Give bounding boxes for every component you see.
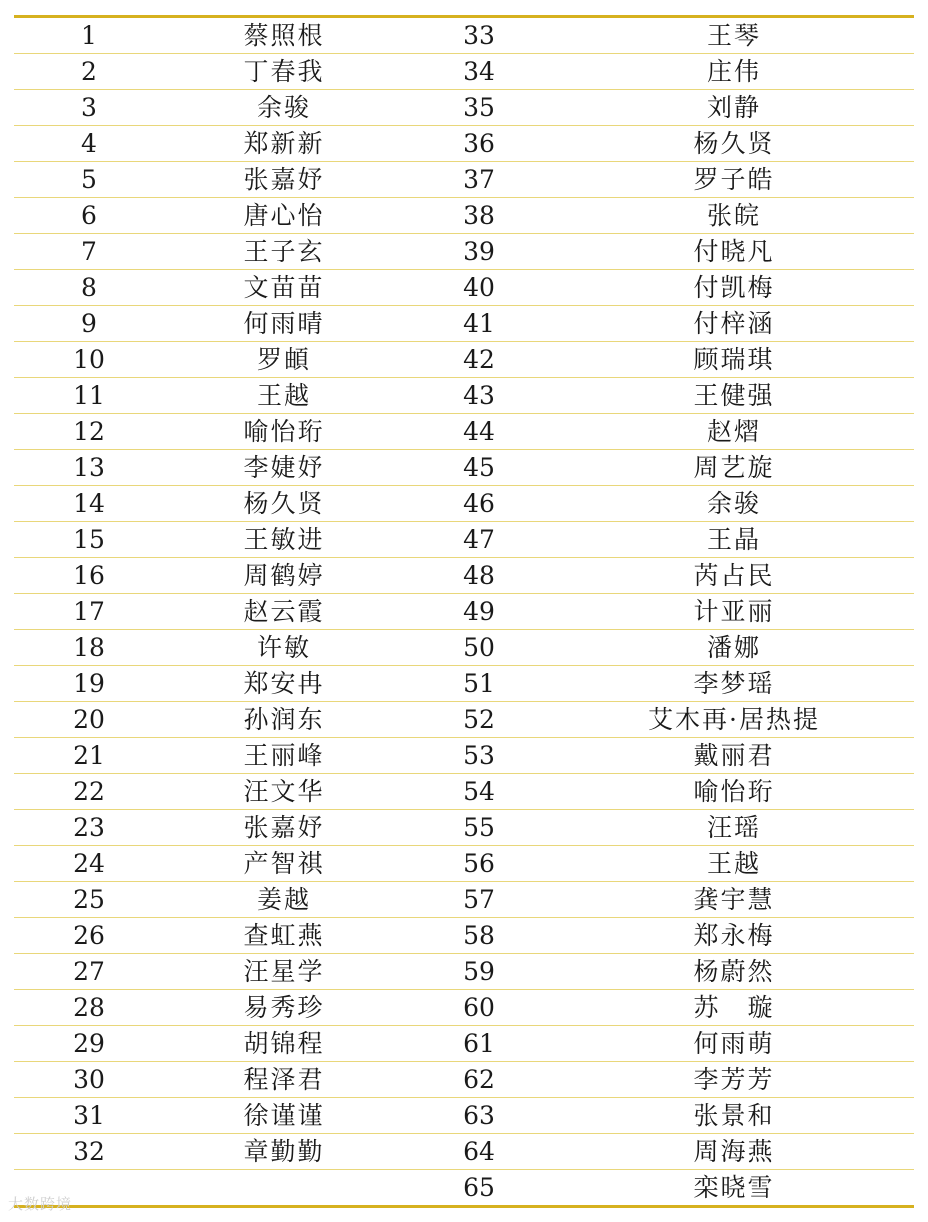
row-number-left: 6 <box>14 198 164 234</box>
row-number-left: 31 <box>14 1098 164 1134</box>
name-right: 刘静 <box>554 90 914 126</box>
row-number-right: 61 <box>404 1026 554 1062</box>
name-right: 付凯梅 <box>554 270 914 306</box>
table-row <box>14 414 914 450</box>
row-number-left: 22 <box>14 774 164 810</box>
row-number-left: 19 <box>14 666 164 702</box>
row-number-right: 37 <box>404 162 554 198</box>
row-number-left: 11 <box>14 378 164 414</box>
name-right: 潘娜 <box>554 630 914 666</box>
name-left: 喻怡珩 <box>164 414 404 450</box>
table-row <box>14 594 914 630</box>
row-number-left: 13 <box>14 450 164 486</box>
name-right: 喻怡珩 <box>554 774 914 810</box>
table-row <box>14 342 914 378</box>
row-number-right: 58 <box>404 918 554 954</box>
name-right: 赵熠 <box>554 414 914 450</box>
row-number-right: 44 <box>404 414 554 450</box>
table-row <box>14 558 914 594</box>
name-left: 郑安冉 <box>164 666 404 702</box>
roster-sheet <box>14 15 914 1208</box>
name-left: 产智祺 <box>164 846 404 882</box>
name-left: 王越 <box>164 378 404 414</box>
name-left: 程泽君 <box>164 1062 404 1098</box>
name-left: 杨久贤 <box>164 486 404 522</box>
name-left: 姜越 <box>164 882 404 918</box>
name-right: 张景和 <box>554 1098 914 1134</box>
name-left: 周鹤婷 <box>164 558 404 594</box>
row-number-right: 63 <box>404 1098 554 1134</box>
row-number-right: 47 <box>404 522 554 558</box>
row-number-right: 35 <box>404 90 554 126</box>
name-left <box>164 1170 404 1206</box>
roster-table-body <box>14 18 914 1205</box>
table-row <box>14 54 914 90</box>
row-number-right: 34 <box>404 54 554 90</box>
table-row <box>14 450 914 486</box>
name-right: 王健强 <box>554 378 914 414</box>
name-left: 章勤勤 <box>164 1134 404 1170</box>
row-number-left: 16 <box>14 558 164 594</box>
table-row <box>14 1062 914 1098</box>
table-row <box>14 846 914 882</box>
row-number-right: 33 <box>404 18 554 54</box>
name-right: 王越 <box>554 846 914 882</box>
row-number-left: 28 <box>14 990 164 1026</box>
name-left: 郑新新 <box>164 126 404 162</box>
row-number-right: 45 <box>404 450 554 486</box>
table-row <box>14 1170 914 1206</box>
name-right: 余骏 <box>554 486 914 522</box>
row-number-left: 14 <box>14 486 164 522</box>
row-number-left: 23 <box>14 810 164 846</box>
name-left: 孙润东 <box>164 702 404 738</box>
row-number-right: 40 <box>404 270 554 306</box>
row-number-right: 48 <box>404 558 554 594</box>
name-right: 张皖 <box>554 198 914 234</box>
row-number-right: 39 <box>404 234 554 270</box>
name-left: 王敏进 <box>164 522 404 558</box>
name-left: 胡锦程 <box>164 1026 404 1062</box>
name-left: 汪星学 <box>164 954 404 990</box>
row-number-right: 65 <box>463 1173 495 1202</box>
name-left: 赵云霞 <box>164 594 404 630</box>
table-row <box>14 666 914 702</box>
row-number-right: 59 <box>404 954 554 990</box>
name-left: 查虹燕 <box>164 918 404 954</box>
name-left: 徐谨谨 <box>164 1098 404 1134</box>
table-row <box>14 774 914 810</box>
table-row <box>14 522 914 558</box>
name-right: 周艺旋 <box>554 450 914 486</box>
table-row <box>14 126 914 162</box>
row-number-right: 62 <box>404 1062 554 1098</box>
table-row <box>14 918 914 954</box>
table-row <box>14 198 914 234</box>
row-number-right: 41 <box>404 306 554 342</box>
name-right: 汪瑶 <box>554 810 914 846</box>
name-left: 蔡照根 <box>164 18 404 54</box>
row-number-left: 18 <box>14 630 164 666</box>
row-number-right: 51 <box>404 666 554 702</box>
row-number-left: 7 <box>14 234 164 270</box>
row-number-right: 42 <box>404 342 554 378</box>
name-right: 李芳芳 <box>554 1062 914 1098</box>
table-row <box>14 882 914 918</box>
row-number-right: 57 <box>404 882 554 918</box>
name-left: 王丽峰 <box>164 738 404 774</box>
name-right: 李梦瑶 <box>554 666 914 702</box>
row-number-left: 17 <box>14 594 164 630</box>
row-number-left: 27 <box>14 954 164 990</box>
name-right: 庄伟 <box>554 54 914 90</box>
name-right: 郑永梅 <box>554 918 914 954</box>
name-right: 苏 璇 <box>554 990 914 1026</box>
table-row <box>14 738 914 774</box>
roster-table <box>14 18 914 1205</box>
row-number-right: 60 <box>404 990 554 1026</box>
row-number-right: 50 <box>404 630 554 666</box>
name-left: 李婕妤 <box>164 450 404 486</box>
name-left: 文苗苗 <box>164 270 404 306</box>
table-row <box>14 1026 914 1062</box>
name-right: 王晶 <box>554 522 914 558</box>
row-number-right: 43 <box>404 378 554 414</box>
name-left: 丁春我 <box>164 54 404 90</box>
row-number-left: 32 <box>14 1134 164 1170</box>
row-number-left: 3 <box>14 90 164 126</box>
row-number-right: 36 <box>404 126 554 162</box>
table-row <box>14 486 914 522</box>
row-number-left: 24 <box>14 846 164 882</box>
name-left: 张嘉妤 <box>164 810 404 846</box>
row-number-left: 5 <box>14 162 164 198</box>
name-left: 罗頔 <box>164 342 404 378</box>
name-left: 汪文华 <box>164 774 404 810</box>
name-right: 付梓涵 <box>554 306 914 342</box>
table-row <box>14 1134 914 1170</box>
name-left: 许敏 <box>164 630 404 666</box>
name-right: 龚宇慧 <box>554 882 914 918</box>
watermark-logo <box>8 1193 72 1214</box>
row-number-left: 15 <box>14 522 164 558</box>
row-number-left: 12 <box>14 414 164 450</box>
row-number-left: 30 <box>14 1062 164 1098</box>
row-number-left: 29 <box>14 1026 164 1062</box>
row-number-left: 20 <box>14 702 164 738</box>
row-number-right: 38 <box>404 198 554 234</box>
name-left: 何雨晴 <box>164 306 404 342</box>
row-number-left: 10 <box>14 342 164 378</box>
table-row <box>14 234 914 270</box>
name-left: 唐心怡 <box>164 198 404 234</box>
table-row <box>14 1098 914 1134</box>
table-row <box>14 162 914 198</box>
name-right: 付晓凡 <box>554 234 914 270</box>
row-number-right: 55 <box>404 810 554 846</box>
name-left: 余骏 <box>164 90 404 126</box>
row-number-left: 21 <box>14 738 164 774</box>
row-number-right: 64 <box>404 1134 554 1170</box>
name-right: 顾瑞琪 <box>554 342 914 378</box>
name-left: 王子玄 <box>164 234 404 270</box>
table-row <box>14 990 914 1026</box>
row-number-right: 54 <box>404 774 554 810</box>
row-number-right: 53 <box>404 738 554 774</box>
table-row <box>14 702 914 738</box>
bottom-rule <box>14 1205 914 1208</box>
row-number-right: 49 <box>404 594 554 630</box>
row-number-left: 9 <box>14 306 164 342</box>
row-number-left: 4 <box>14 126 164 162</box>
name-right: 周海燕 <box>554 1134 914 1170</box>
name-left: 张嘉妤 <box>164 162 404 198</box>
row-number-right: 52 <box>404 702 554 738</box>
watermark-text: 大数跨境 <box>8 1195 73 1213</box>
row-number-left: 26 <box>14 918 164 954</box>
row-number-left: 25 <box>14 882 164 918</box>
name-right: 杨久贤 <box>554 126 914 162</box>
table-row <box>14 954 914 990</box>
name-right: 王琴 <box>554 18 914 54</box>
table-row <box>14 18 914 54</box>
name-right: 戴丽君 <box>554 738 914 774</box>
row-number-right: 56 <box>404 846 554 882</box>
table-row <box>14 306 914 342</box>
name-right: 罗子皓 <box>554 162 914 198</box>
row-number-left: 8 <box>14 270 164 306</box>
table-row <box>14 90 914 126</box>
name-right: 何雨萌 <box>554 1026 914 1062</box>
name-left: 易秀珍 <box>164 990 404 1026</box>
row-number-left: 2 <box>14 54 164 90</box>
table-row <box>14 810 914 846</box>
name-right: 栾晓雪 <box>693 1173 775 1202</box>
table-row <box>14 378 914 414</box>
row-number-left: 1 <box>14 18 164 54</box>
name-right: 芮占民 <box>554 558 914 594</box>
row-number-right: 46 <box>404 486 554 522</box>
table-row <box>14 630 914 666</box>
name-right: 计亚丽 <box>554 594 914 630</box>
name-right: 杨蔚然 <box>554 954 914 990</box>
name-right: 艾木再·居热提 <box>554 702 914 738</box>
table-row <box>14 270 914 306</box>
